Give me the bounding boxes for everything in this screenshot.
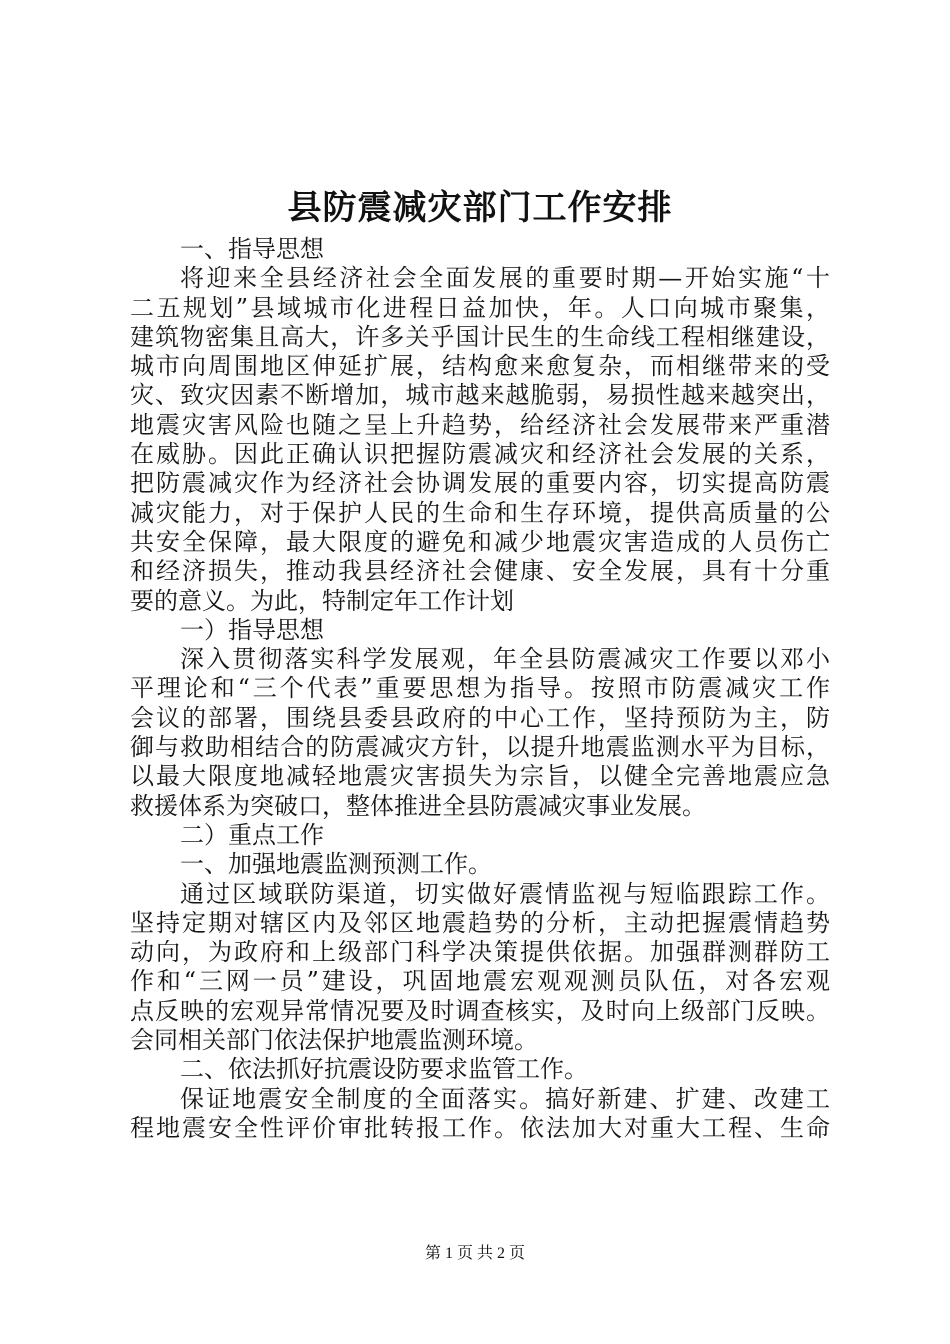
paragraph-line: 共安全保障，最大限度的避免和减少地震灾害造成的人员伤亡 bbox=[130, 527, 830, 556]
paragraph-line: 平理论和“三个代表”重要思想为指导。按照市防震减灾工作 bbox=[130, 674, 830, 703]
paragraph-line: 二五规划”县域城市化进程日益加快，年。人口向城市聚集， bbox=[130, 293, 830, 322]
paragraph-line: 和经济损失，推动我县经济社会健康、安全发展，具有十分重 bbox=[130, 557, 830, 586]
paragraph-line: 以最大限度地减轻地震灾害损失为宗旨，以健全完善地震应急 bbox=[130, 762, 830, 791]
paragraph-line: 坚持定期对辖区内及邻区地震趋势的分析，主动把握震情趋势 bbox=[130, 908, 830, 937]
paragraph-line: 把防震减灾作为经济社会协调发展的重要内容，切实提高防震 bbox=[130, 469, 830, 498]
paragraph-line: 将迎来全县经济社会全面发展的重要时期—开始实施“十 bbox=[180, 264, 830, 293]
paragraph-line: 动向，为政府和上级部门科学决策提供依据。加强群测群防工 bbox=[130, 938, 830, 967]
paragraph-line: 作和“三网一员”建设，巩固地震宏观观测员队伍，对各宏观 bbox=[130, 967, 830, 996]
subheading-key-work: 二）重点工作 bbox=[180, 820, 324, 849]
paragraph-line: 保证地震安全制度的全面落实。搞好新建、扩建、改建工 bbox=[180, 1084, 830, 1113]
paragraph-line: 灾、致灾因素不断增加，城市越来越脆弱，易损性越来越突出， bbox=[130, 381, 830, 410]
document-body bbox=[130, 187, 830, 1143]
paragraph-line: 通过区域联防渠道，切实做好震情监视与短临跟踪工作。 bbox=[180, 879, 830, 908]
paragraph-line: 要的意义。为此，特制定年工作计划 bbox=[130, 586, 514, 615]
paragraph-line: 城市向周围地区伸延扩展，结构愈来愈复杂，而相继带来的受 bbox=[130, 352, 830, 381]
paragraph-line: 在威胁。因此正确认识把握防震减灾和经济社会发展的关系， bbox=[130, 440, 830, 469]
paragraph-line: 减灾能力，对于保护人民的生命和生存环境，提供高质量的公 bbox=[130, 498, 830, 527]
item-heading-supervision: 二、依法抓好抗震设防要求监管工作。 bbox=[180, 1055, 588, 1084]
paragraph-line: 深入贯彻落实科学发展观，年全县防震减灾工作要以邓小 bbox=[180, 645, 830, 674]
paragraph-line: 建筑物密集且高大，许多关乎国计民生的生命线工程相继建设， bbox=[130, 322, 830, 351]
subheading-guiding-thought: 一）指导思想 bbox=[180, 615, 324, 644]
page-footer: 第 1 页 共 2 页 bbox=[424, 1245, 525, 1262]
paragraph-line: 会同相关部门依法保护地震监测环境。 bbox=[130, 1026, 538, 1055]
paragraph-line: 会议的部署，围绕县委县政府的中心工作，坚持预防为主，防 bbox=[130, 703, 830, 732]
heading-guiding-thought: 一、指导思想 bbox=[180, 235, 324, 263]
paragraph-line: 点反映的宏观异常情况要及时调查核实，及时向上级部门反映。 bbox=[130, 996, 830, 1025]
paragraph-line: 御与救助相结合的防震减灾方针，以提升地震监测水平为目标， bbox=[130, 733, 830, 762]
paragraph-line: 地震灾害风险也随之呈上升趋势，给经济社会发展带来严重潜 bbox=[130, 410, 830, 439]
item-heading-monitoring: 一、加强地震监测预测工作。 bbox=[180, 850, 492, 879]
paragraph-line: 救援体系为突破口，整体推进全县防震减灾事业发展。 bbox=[130, 791, 706, 820]
document-title: 县防震减灾部门工作安排 bbox=[287, 188, 673, 228]
paragraph-line: 程地震安全性评价审批转报工作。依法加大对重大工程、生命 bbox=[130, 1113, 830, 1142]
